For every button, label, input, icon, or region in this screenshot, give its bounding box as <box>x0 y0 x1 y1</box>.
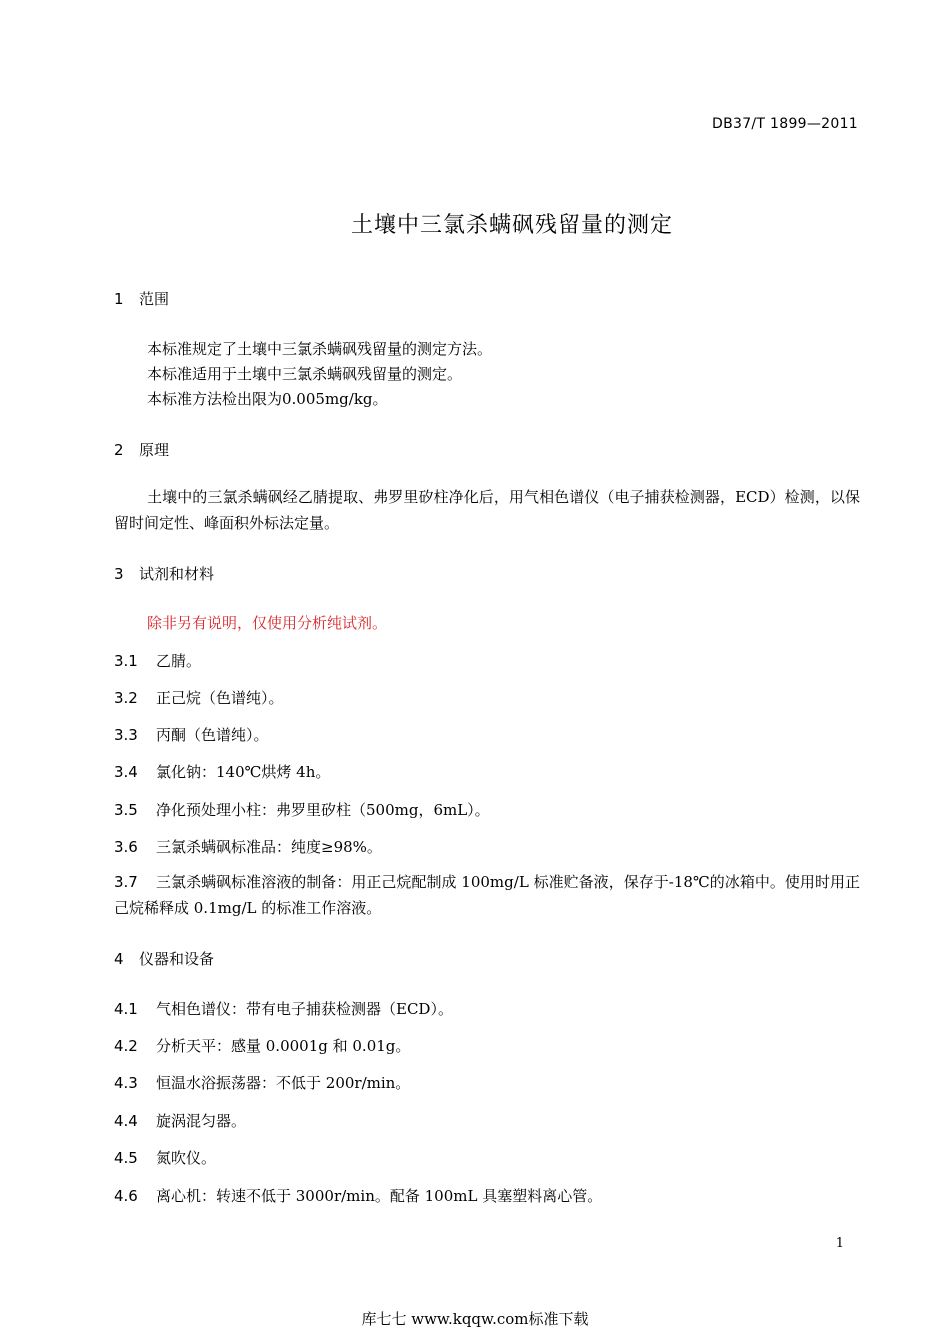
item-number: 3.7 <box>114 873 138 891</box>
paragraph: 本标准规定了土壤中三氯杀螨砜残留量的测定方法。 <box>147 340 493 358</box>
item-number: 3.5 <box>114 801 138 819</box>
footer-watermark[interactable]: 库七七 www.kqqw.com标准下载 <box>361 1310 589 1328</box>
item-text: 乙腈。 <box>156 652 202 670</box>
section-3-heading <box>114 563 214 584</box>
list-item <box>114 650 201 671</box>
principle-paragraph <box>114 484 860 536</box>
item-text: 三氯杀螨砜标准品：纯度≥98%。 <box>156 838 382 856</box>
section-number: 4 <box>114 950 124 968</box>
item-text: 三氯杀螨砜标准溶液的制备：用正己烷配制成 100mg/L 标准贮备液，保存于-18℃的冰箱中。使用时用正己烷稀释成 0.1mg/L 的标准工作溶液。 <box>114 873 860 917</box>
list-item <box>114 724 269 745</box>
section-1-heading <box>114 288 169 309</box>
document-title: 土壤中三氯杀螨砜残留量的测定 <box>350 213 673 238</box>
list-item <box>114 1035 410 1056</box>
list-item <box>114 1110 246 1131</box>
paragraph: 本标准方法检出限为0.005mg/kg。 <box>147 390 388 408</box>
section-number: 3 <box>114 565 124 583</box>
list-item <box>114 761 330 782</box>
list-item <box>114 687 284 708</box>
item-number: 4.6 <box>114 1187 138 1205</box>
item-number: 3.2 <box>114 689 138 707</box>
reagent-note: 除非另有说明，仅使用分析纯试剂。 <box>147 614 388 632</box>
item-text: 旋涡混匀器。 <box>156 1112 247 1130</box>
item-text: 氯化钠：140℃烘烤 4h。 <box>156 763 331 781</box>
item-text: 离心机：转速不低于 3000r/min。配备 100mL 具塞塑料离心管。 <box>156 1187 603 1205</box>
item-text: 净化预处理小柱：弗罗里矽柱（500mg，6mL）。 <box>156 801 490 819</box>
item-number: 3.1 <box>114 652 138 670</box>
item-number: 4.4 <box>114 1112 138 1130</box>
item-number: 4.1 <box>114 1000 138 1018</box>
item-number: 3.4 <box>114 763 138 781</box>
standard-code: DB37/T 1899—2011 <box>712 116 858 132</box>
section-number: 2 <box>114 441 124 459</box>
section-4-heading <box>114 948 214 969</box>
section-title: 范围 <box>139 290 170 308</box>
section-number: 1 <box>114 290 124 308</box>
list-item <box>114 799 490 820</box>
section-2-heading <box>114 439 169 460</box>
item-number: 4.3 <box>114 1074 138 1092</box>
page-number: 1 <box>835 1236 844 1251</box>
list-item <box>114 836 382 857</box>
section-title: 原理 <box>139 441 170 459</box>
item-text: 气相色谱仪：带有电子捕获检测器（ECD）。 <box>156 1000 453 1018</box>
item-number: 3.3 <box>114 726 138 744</box>
list-item <box>114 998 453 1019</box>
paragraph-text: 土壤中的三氯杀螨砜经乙腈提取、弗罗里矽柱净化后，用气相色谱仪（电子捕获检测器，ECD）检测，以保留时间定性、峰面积外标法定量。 <box>114 488 860 532</box>
section-title: 仪器和设备 <box>139 950 215 968</box>
item-text: 分析天平：感量 0.0001g 和 0.01g。 <box>156 1037 411 1055</box>
item-text: 正己烷（色谱纯）。 <box>156 689 284 707</box>
list-item <box>114 869 860 921</box>
list-item <box>114 1147 216 1168</box>
paragraph: 本标准适用于土壤中三氯杀螨砜残留量的测定。 <box>147 365 463 383</box>
list-item <box>114 1185 602 1206</box>
item-number: 4.2 <box>114 1037 138 1055</box>
item-text: 氮吹仪。 <box>156 1149 217 1167</box>
list-item <box>114 1072 410 1093</box>
item-number: 4.5 <box>114 1149 138 1167</box>
item-text: 恒温水浴振荡器：不低于 200r/min。 <box>156 1074 411 1092</box>
item-text: 丙酮（色谱纯）。 <box>156 726 269 744</box>
item-number: 3.6 <box>114 838 138 856</box>
section-title: 试剂和材料 <box>139 565 215 583</box>
